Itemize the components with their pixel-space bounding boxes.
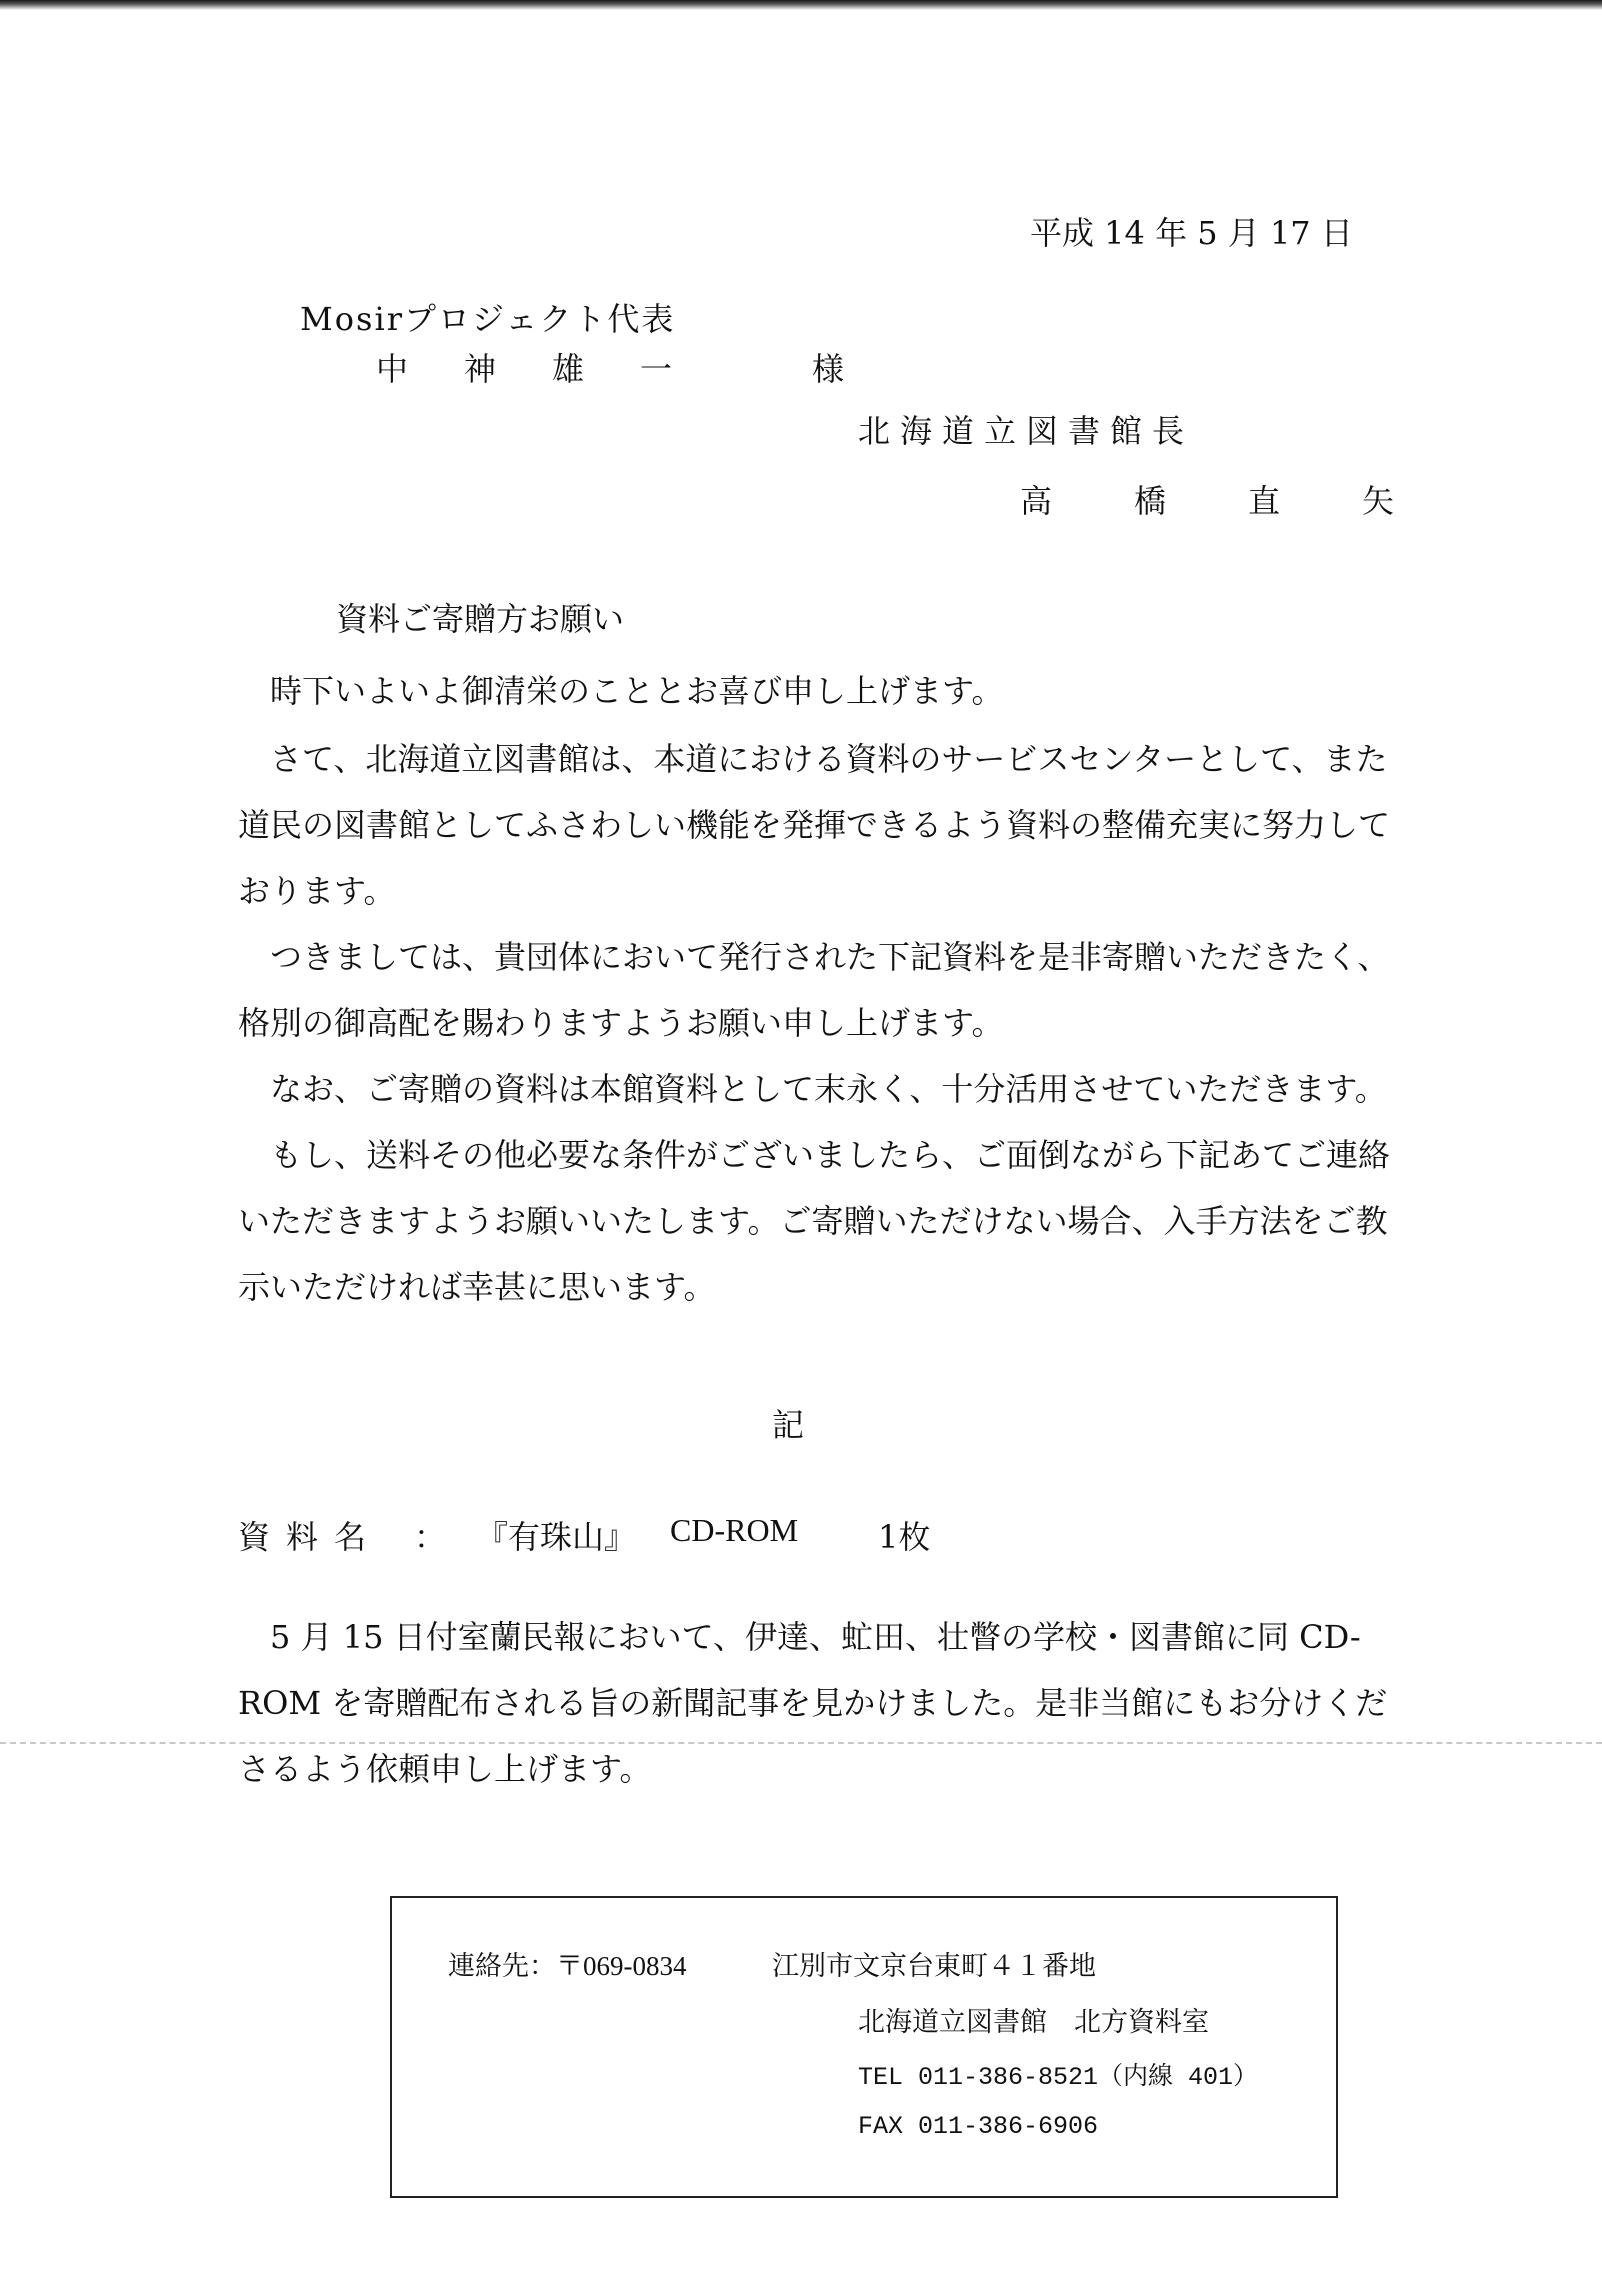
- recipient-name: 中神雄一: [376, 350, 729, 388]
- contact-fax: FAX 011-386-6906: [858, 2112, 1099, 2141]
- item-quantity: 1枚: [878, 1518, 931, 1556]
- contact-address: 江別市文京台東町４１番地: [772, 1951, 1096, 1982]
- body-paragraph: さて、北海道立図書館は、本道における資料のサービスセンターとして、また道民の図書館としてふさわしい機能を発揮できるよう資料の整備充実に努力しております。: [238, 740, 1391, 910]
- item-media: CD-ROM: [670, 1512, 799, 1548]
- recipient-honorific: 様: [812, 350, 845, 388]
- contact-label: 連絡先：: [448, 1951, 556, 1982]
- request-note: 5 月 15 日付室蘭民報において、伊達、虻田、壮瞥の学校・図書館に同 CD-ROM を寄贈配布される旨の新聞記事を見かけました。是非当館にもお分けくださるよう依頼申し上げます。: [238, 1618, 1388, 1788]
- contact-box: [390, 1896, 1338, 2198]
- body-paragraph: もし、送料その他必要な条件がございましたら、ご面倒ながら下記あてご連絡いただきますようお願いいたします。ご寄贈いただけない場合、入手方法をご教示いただければ幸甚に思います。: [238, 1136, 1391, 1306]
- contact-office: 北海道立図書館 北方資料室: [858, 2007, 1209, 2038]
- body-paragraph: 時下いよいよ御清栄のこととお喜び申し上げます。: [270, 672, 1004, 710]
- item-label: 資料名: [238, 1518, 383, 1556]
- letter-date: 平成 14 年 5 月 17 日: [1030, 214, 1353, 252]
- contact-postal-code: 〒069-0834: [556, 1951, 687, 1981]
- recipient-organization: Mosirプロジェクト代表: [300, 300, 676, 338]
- item-colon: ：: [414, 1518, 447, 1556]
- sender-organization: 北海道立図書館長: [858, 412, 1195, 450]
- sender-name: 高橋直矢: [1020, 482, 1477, 520]
- letter-subject: 資料ご寄贈方お願い: [336, 600, 625, 638]
- body-paragraph: つきましては、貴団体において発行された下記資料を是非寄贈いただきたく、格別の御高配を賜わりますようお願い申し上げます。: [238, 938, 1390, 1042]
- body-paragraph: なお、ご寄贈の資料は本館資料として末永く、十分活用させていただきます。: [270, 1070, 1387, 1108]
- scan-edge-shadow: [0, 0, 1602, 10]
- item-title: 『有珠山』: [476, 1518, 637, 1556]
- record-heading: 記: [772, 1406, 805, 1444]
- contact-tel: TEL 011-386-8521（内線 401）: [858, 2063, 1259, 2092]
